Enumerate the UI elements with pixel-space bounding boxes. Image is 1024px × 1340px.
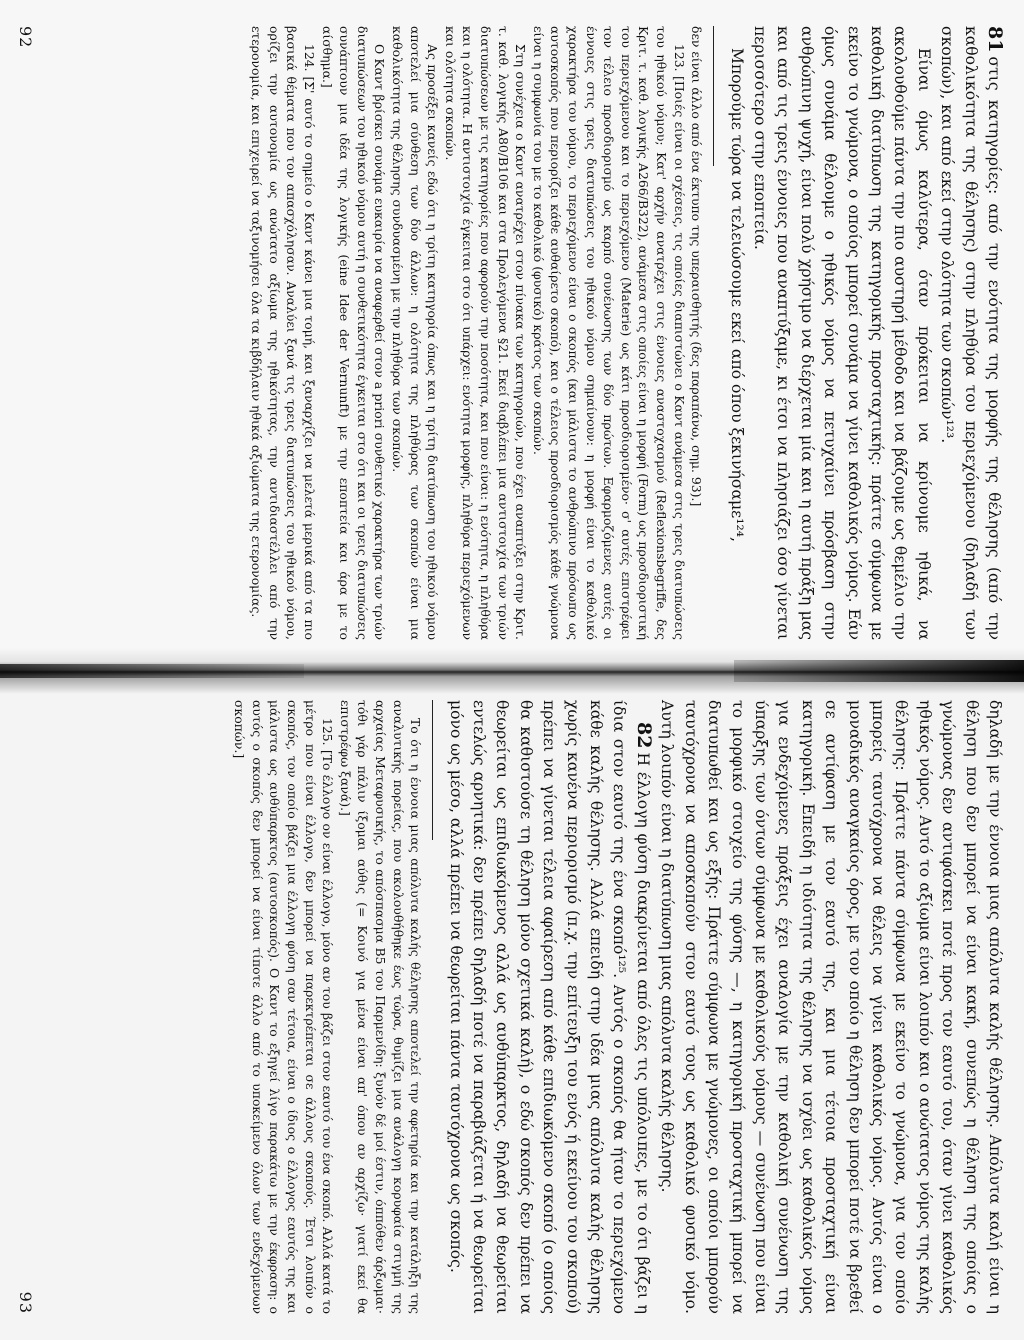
- footnote-123-continued: Στη συνέχεια ο Καντ ανατρέχει στον πίνακα των κατηγοριών, που έχει αναπτύξει στην Κριτ. τ. καθ. λογικής Α80/Β106 και στα Προλεγόμενα §21. Εκεί διαβλέπει μια αντιστοιχία των τριών διατυπώσεων με τις κατηγορίες που αφορούν την ποσότητα, και που είναι: η ενότητα, η πληθύρα και η ολότητα. Η αντιστοιχία έγκειται στο ότι υπάρχει: ενότητα μορφής, πληθύρα περιεχόμενων και ολότητα σκοπών.: [442, 26, 529, 640]
- footnote-separator: [713, 26, 714, 166]
- left-body-paragraph-2: Είναι όμως καλύτερα, όταν πρόκειται να κρίνουμε ηθικά, να ακολουθούμε πάντα την πιο αυστηρή μέθοδο και να βάζουμε ως θεμέλιο την καθολική διατύπωση της κατηγορικής προσταχτικής: πράττε σύμφωνα με εκείνο το γνώμονα, ο οποίος μπορεί συνάμα να γίνει καθολικός νόμος. Εάν όμως συνάμα θέλουμε ο ηθικός νόμος να πετυχαίνει πρόσβαση στην ανθρώπινη ψυχή, είναι πολύ χρήσιμο να διέρχεται μία και η αυτή πράξη μας και από τις τρεις έννοιες που αναπτύξαμε, κι έτσι να πλησιάζει όσο γίνεται περισσότερο στην εποπτεία.: [750, 26, 933, 640]
- footnote-124-tail: Το ότι η έννοια μιας απόλυτα καλής θέλησης αποτελεί την αφετηρία και την κατάληξη της αναλυτικής πορείας, που ακολουθήθηκε έως τώρα, θυμίζει μια ανάλογη κορυφαία στιγμή της αρχαίας Μεταφυσικής, το απόσπασμα Β5 του Παρμενίδη: ξυνόν δέ μοί έστιν, όππόθεν άρξωμαι· τόθι γάρ πάλιν ίξομαι αύθις (= Κοινό για μένα είναι απ' όπου αν αρχίζω· γιατί εκεί θα επιστρέφω ξανά).]: [337, 700, 424, 1314]
- section-marker-82: 82: [632, 722, 655, 749]
- right-body-paragraph-1: δηλαδή με την έννοια μιας απόλυτα καλής θέλησης. Απόλυτα καλή είναι η θέληση που δεν μπορεί να είναι κακή, συνεπώς η θέληση της οποίας ο γνώμονας δεν αντιφάσκει ποτέ προς τον εαυτό του, όταν γίνει καθολικός ηθικός νόμος. Αυτό το αξίωμα είναι λοιπόν και ο ανώτατος νόμος της καλής θέλησης: Πράττε πάντα σύμφωνα με εκείνο το γνώμονα, για τον οποίο μπορείς ταυτόχρονα να θέλεις να γίνει καθολικός νόμος. Αυτός είναι ο μοναδικός αναγκαίος όρος, με τον οποίο η θέληση δεν μπορεί ποτέ να βρεθεί σε αντίφαση με τον εαυτό της, και μια τέτοια προσταχτική είναι κατηγορική. Επειδή η ιδιότητα της θέλησης να ισχύει ως καθολικός νόμος για ενδεχόμενες πράξεις έχει αναλογία με την καθολική συνένωση της ύπαρξης των όντων σύμφωνα με καθολικούς νόμους — συνένωση που είναι το μορφικό στοιχείο της φύσης —, η κατηγορική προσταχτική μπορεί να διατυπωθεί και ως εξής: Πράττε σύμφωνα με γνώμονες, οι οποίοι μπορούν ταυτόχρονα να αποσκοπούν στον εαυτό τους ως καθολικό φυσικό νόμο. Αυτή λοιπόν είναι η διατύπωση μιας απόλυτα καλής θέλησης.: [658, 700, 1004, 1314]
- gutter-dark-streak-bottom: [0, 664, 304, 678]
- page-number-right: 93: [16, 1291, 35, 1314]
- footnote-125: 125. [Το έλλογο ον είναι έλλογο, μόνο αν του βάζει στον εαυτό του ένα σκοπό. Αλλά κατά το μέτρο που είναι έλλογο, δεν μπορεί να παρεκτρέπεται σε άλλους σκοπούς. Έτσι λοιπόν ο σκοπός, τον οποίο βάζει μια έλλογη φύση σαν τέτοια, είναι ο ίδιος ο έλλογος εαυτός της και μάλιστα ως αυθύπαρκτος (αυτοσκοπός). Ο Καντ το εξηγεί λίγο παρακάτω με την έκφραση: ο αυτός ο σκοπός δεν μπορεί να είναι τίποτε άλλο από το υποκείμενο όλων των ενδεχόμενων σκοπών.]: [232, 700, 336, 1314]
- page-number-left: 92: [16, 26, 35, 49]
- right-footnotes: [231, 700, 425, 1314]
- right-body-text-2: Η έλλογη φύση διακρίνεται από όλες τις υπόλοιπες, με το ότι βάζει η ίδια στον εαυτό της ένα σκοπό¹²⁵. Αυτός ο σκοπός θα ήταν το περιεχόμενο κάθε καλής θέλησης. Αλλά επειδή στην ιδέα μιας απόλυτα καλής θέλησης χωρίς κανένα περιορισμό (π.χ. την επίτευξη του ενός ή εκείνου του σκοπού) πρέπει να γίνεται τέλεια αφαίρεση από κάθε επιδιωκόμενο σκοπό (ο οποίος θα καθιστούσε τη θέληση μόνο σχετικά καλή), ο εδώ σκοπός δεν πρέπει να θεωρείται ως επιδιωκόμενος αλλά ως αυθύπαρκτος, δηλαδή να θεωρείται εντελώς αρνητικά: δεν πρέπει δηλαδή ποτέ να παραβιάζεται ή να θεωρείται μόνο ως μέσο, αλλά πρέπει να θεωρείται πάντα ταυτόχρονα ως σκοπός.: [446, 700, 652, 1314]
- left-body-paragraph-3: Μπορούμε τώρα να τελειώσουμε εκεί από όπου ξεκινήσαμε¹²⁴,: [727, 48, 746, 542]
- left-body-text-1: στις κατηγορίες: από την ενότητα της μορφής της θέλησης (από την καθολικότητα της θέλησης) στην πληθύρα του περιεχόμενου (δηλαδή των σκοπών), και από εκεί στην ολότητα των σκοπών¹²³.: [938, 26, 1003, 640]
- gutter-dark-streak: [734, 660, 1024, 682]
- footnote-124: 124. [Σ' αυτό το σημείο ο Καντ κάνει μια τομή, και ξαναρχίζει να μελετά μερικά από τα πιο βασικά θέματα που τον απασχόλησαν. Αναλύει ξανά τις τρεις διατυπώσεις του ηθικού νόμου, ορίζει την αυτονομία ως ανώτατο αξίωμα της ηθικότητας, την αντιδιαστέλλει από την ετερονομία, και επιχειρεί να ταξινομήσει όλα τα κιβδήλαιν ηθικά αξιώματα της ετερονομίας.: [249, 26, 318, 640]
- footnote-123: 123. [Ποιές είναι οι σχέσεις, τις οποίες διαπιστώνει ο Καντ ανάμεσα στις τρεις διατυπώσεις του ηθικού νόμου; Κατ' αρχήν ανατρέχει στις έννοιες αναστοχασμού (Reflexionsbegriffe, δες Κριτ. τ. καθ. λογικής Α266/Β322), ανάμεσα στις οποίες είναι η μορφή (Form) ως προσδιοριστική του περιεχόμενου και το περιεχόμενο (Materie) ως κάτι προσδιορισμένο· σ' αυτές επιστρέφει τον τέλειο προσδιορισμό ως καρπό συνένωσης των δύο πρώτων. Εφαρμοζόμενες αυτές οι έννοιες στις τρεις διατυπώσεις του ηθικού νόμου σημαίνουν: η μορφή είναι το καθολικό χαρακτήρα του νόμου, το περιεχόμενο είναι ο σκοπός (και μάλιστα το ανθρώπινο πρόσωπο ως αυτοσκοπός που περιορίζει κάθε αυθαίρετο σκοπό), και ο τέλειος προσδιορισμός κάθε γνώμονα είναι η συμφωνία του με το καθολικό (φυσικό) κράτος των σκοπών.: [530, 26, 687, 640]
- right-body-paragraph-2: [443, 700, 655, 1314]
- left-body-paragraph-1: [935, 26, 1006, 640]
- footnote-123-continued-2: Ας προσέξει κανείς εδώ ότι η τρίτη κατηγορία όπως και η τρίτη διατύπωση του ηθικού νόμου αποτελεί μια σύνθεση των δύο άλλων: η ολότητα της πληθύρας των σκοπών είναι μια καθολικότητα της θέλησης συνδυασμένη με την πληθύρα των σκοπών.: [390, 26, 441, 640]
- footnote-123-continued-3: Ο Καντ βρίσκει συνάμα ευκαιρία να αναφερθεί στον a priori συνθετικό χαρακτήρα των τριών διατυπώσεων του ηθικού νόμου αυτή η συνθετικότητα έγκειται στο ότι και οι τρεις διατυπώσεις συνάπτουν μια ιδέα της λογικής (eine Idee der Vernunft) με την εποπτεία και άρα με το αίσθημα.]: [319, 26, 388, 640]
- footnote-separator-right: [432, 700, 433, 840]
- section-marker: 81: [984, 26, 1006, 53]
- left-footnotes: [248, 26, 705, 640]
- right-page: [0, 670, 1024, 1340]
- footnote-tail: δεν είναι άλλο από ένα έκτυπο της υπεραισθητής (δες παραπάνω, σημ. 93).]: [689, 26, 705, 507]
